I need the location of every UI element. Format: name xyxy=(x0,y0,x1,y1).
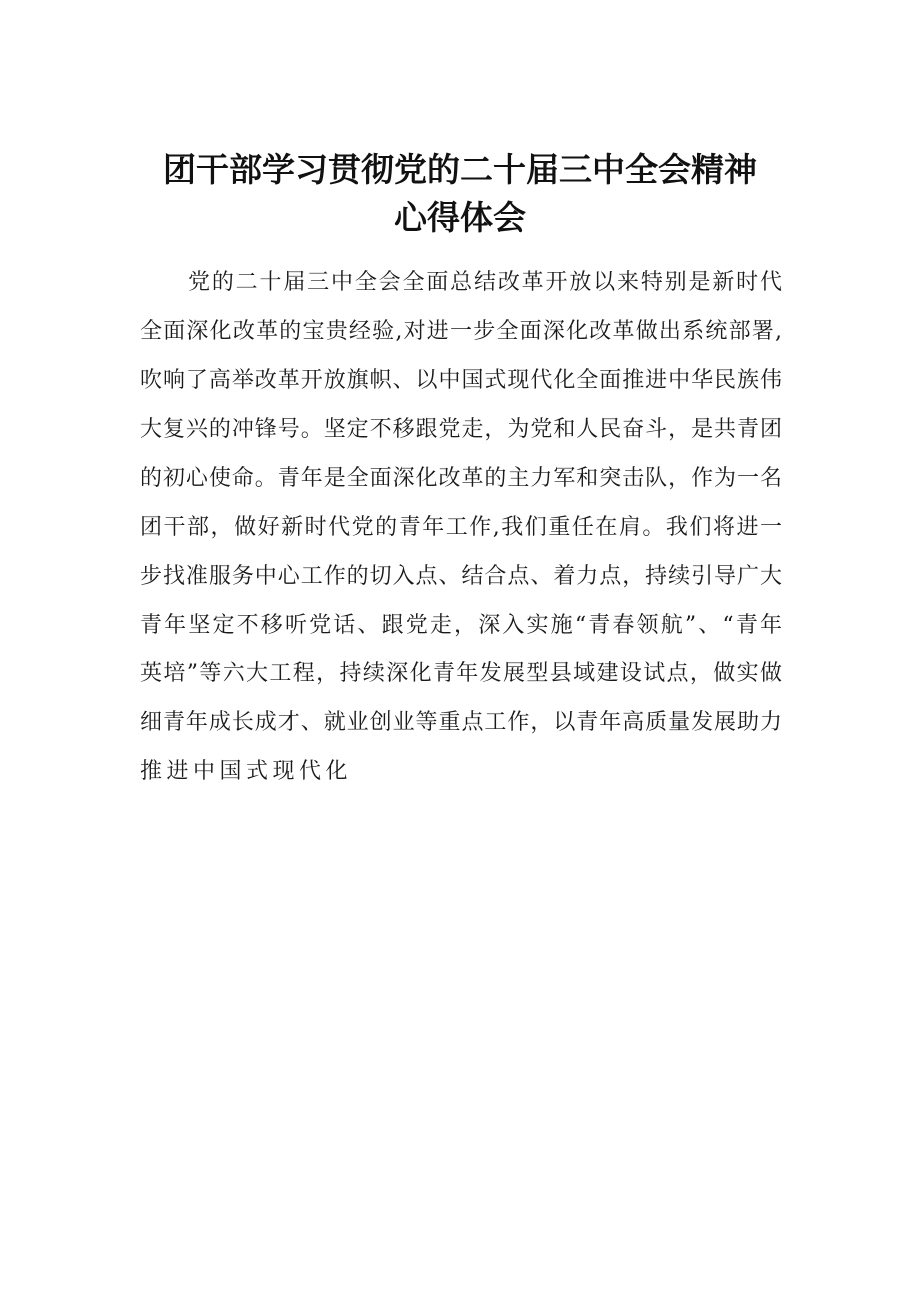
body-line: 步找准服务中心工作的切入点、结合点、着力点，持续引导广大 xyxy=(140,564,782,589)
document-title-line-2: 心得体会 xyxy=(394,198,526,237)
body-line: 英培”等六大工程，持续深化青年发展型县域建设试点，做实做 xyxy=(140,661,782,686)
body-line: 细青年成长成才、就业创业等重点工作，以青年高质量发展助力 xyxy=(140,710,782,735)
body-line: 吹响了高举改革开放旗帜、以中国式现代化全面推进中华民族伟 xyxy=(140,368,782,393)
body-line: 全面深化改革的宝贵经验,对进一步全面深化改革做出系统部署, xyxy=(140,319,782,344)
body-line: 的初心使命。青年是全面深化改革的主力军和突击队，作为一名 xyxy=(140,466,782,491)
body-line: 青年坚定不移听党话、跟党走，深入实施“青春领航”、“青年 xyxy=(140,613,782,638)
body-line: 团干部，做好新时代党的青年工作,我们重任在肩。我们将进一 xyxy=(140,515,782,540)
body-line: 党的二十届三中全会全面总结改革开放以来特别是新时代 xyxy=(188,270,782,295)
document-title-line-1: 团干部学习贯彻党的二十届三中全会精神 xyxy=(163,150,757,189)
body-line: 大复兴的冲锋号。坚定不移跟党走，为党和人民奋斗，是共青团 xyxy=(140,417,782,442)
body-line: 推进中国式现代化 xyxy=(140,759,353,784)
